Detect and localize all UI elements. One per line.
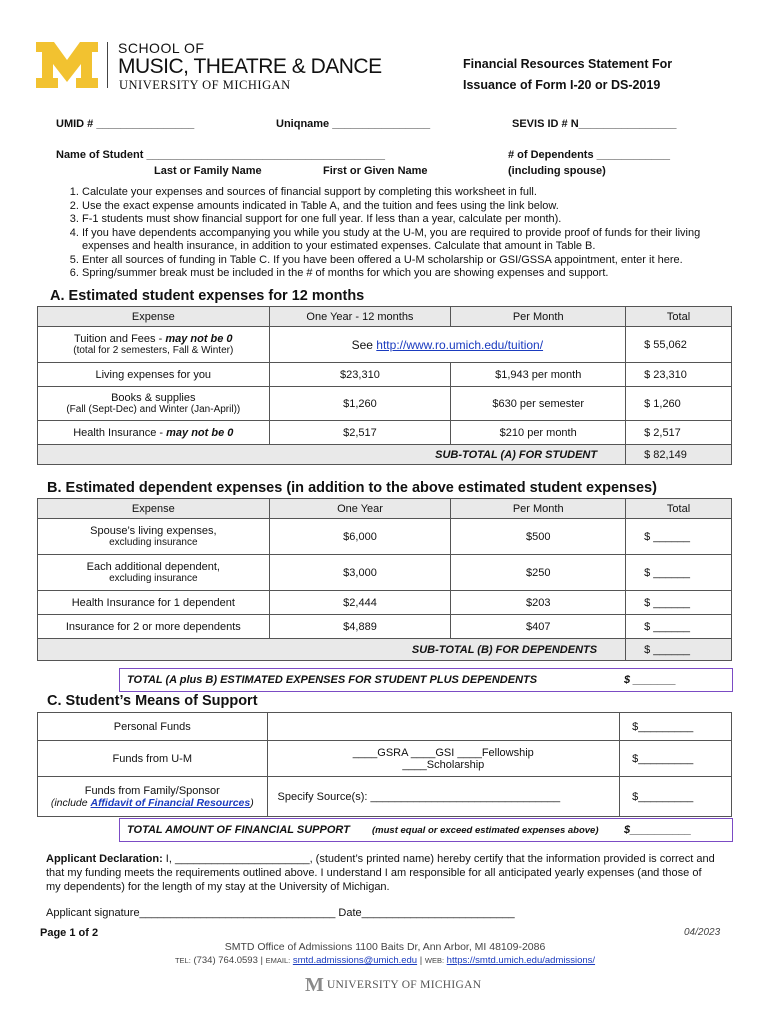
- dependent-sub: excluding insurance: [109, 573, 198, 584]
- table-row: [38, 713, 732, 741]
- dependents-field[interactable]: # of Dependents ____________: [508, 149, 671, 161]
- dependent-year: $3,000: [269, 555, 451, 591]
- personal-funds-label: Personal Funds: [38, 713, 268, 741]
- total-ab-value[interactable]: $ _______: [624, 674, 676, 686]
- col-per-month: Per Month: [451, 499, 626, 519]
- health-1-month: $203: [451, 591, 626, 615]
- affidavit-link[interactable]: Affidavit of Financial Resources: [90, 796, 251, 809]
- health-1-total[interactable]: $ ______: [626, 591, 732, 615]
- subtotal-a-value: $ 82,149: [626, 445, 732, 465]
- student-name-field[interactable]: Name of Student _______________________________________: [56, 149, 386, 161]
- tuition-note: may not be 0: [165, 333, 233, 345]
- col-one-year: One Year: [269, 499, 451, 519]
- specify-source-field[interactable]: Specify Source(s): _______________________________: [267, 777, 620, 817]
- dependent-month: $250: [451, 555, 626, 591]
- footer-block-m: M: [305, 974, 324, 996]
- logo-divider: [107, 42, 108, 88]
- declaration-text: I, ______________________, (student’s printed name) hereby certify that the information provided is correct and that my funding meets the requirements outlined above. I understand I am responsible for all anticipated yearly expenses (and those of my dependents) for the length of my stay at the University of Michigan.: [46, 853, 715, 893]
- instruction-item: 5. Enter all sources of funding in Table C. If you have been offered a U-M scholarship or GSI/GSSA appointment, enter it here.: [82, 254, 720, 268]
- contact-line: [0, 955, 770, 966]
- tel-value: (734) 764.0593: [193, 955, 258, 966]
- table-row: [38, 741, 732, 777]
- table-row: [38, 387, 732, 421]
- table-a: [37, 306, 732, 465]
- living-year: $23,310: [269, 363, 451, 387]
- table-row: [38, 615, 732, 639]
- health-year: $2,517: [269, 421, 451, 445]
- spouse-label: Spouse’s living expenses,: [90, 525, 217, 537]
- form-title-line1: Financial Resources Statement For: [463, 57, 673, 71]
- instruction-item: 6. Spring/summer break must be included in the # of months for which you are showing expenses and support.: [82, 267, 720, 281]
- table-row: [38, 327, 732, 363]
- footer-university-name: UNIVERSITY OF MICHIGAN: [326, 979, 482, 991]
- table-row: [38, 777, 732, 817]
- health-label: Health Insurance -: [73, 426, 167, 439]
- family-note-post: ): [250, 796, 254, 809]
- spouse-sub: excluding insurance: [109, 537, 198, 548]
- family-funds-label: Funds from Family/Sponsor: [84, 784, 220, 797]
- col-total: Total: [626, 499, 732, 519]
- form-title-line2: Issuance of Form I-20 or DS-2019: [463, 78, 661, 92]
- um-logo: [36, 42, 98, 88]
- spouse-total[interactable]: $ ______: [626, 519, 732, 555]
- tel-label: TEL:: [174, 956, 191, 965]
- books-year: $1,260: [269, 387, 451, 421]
- table-a-title: A. Estimated student expenses for 12 months: [50, 288, 365, 304]
- instruction-item: 4. If you have dependents accompanying you while you study at the U-M, you are required to provide proof of funds for their living expenses and health insurance, in addition to your estimated expenses. Calculate that amount in Table B.: [82, 227, 720, 254]
- um-funding-options[interactable]: ____GSRA ____GSI ____Fellowship: [352, 746, 534, 759]
- subtotal-a-label: SUB-TOTAL (A) FOR STUDENT: [38, 445, 626, 465]
- email-label: EMAIL:: [265, 956, 291, 965]
- total-support-box: [119, 818, 733, 842]
- health-month: $210 per month: [451, 421, 626, 445]
- health-2-total[interactable]: $ ______: [626, 615, 732, 639]
- declaration-label: Applicant Declaration:: [46, 853, 163, 865]
- revision-date: 04/2023: [684, 927, 721, 938]
- web-label: WEB:: [424, 956, 445, 965]
- school-of: SCHOOL OF: [118, 40, 205, 56]
- total-ab-label: TOTAL (A plus B) ESTIMATED EXPENSES FOR STUDENT PLUS DEPENDENTS: [127, 674, 538, 686]
- instruction-item: 1. Calculate your expenses and sources of financial support by completing this worksheet in full.: [82, 186, 720, 200]
- school-name: MUSIC, THEATRE & DANCE: [118, 55, 382, 78]
- health-1-year: $2,444: [269, 591, 451, 615]
- dependent-label: Each additional dependent,: [86, 561, 220, 573]
- family-funds-total[interactable]: $_________: [620, 777, 732, 817]
- living-label: Living expenses for you: [38, 363, 270, 387]
- office-address: SMTD Office of Admissions 1100 Baits Dr, Ann Arbor, MI 48109-2086: [224, 941, 546, 953]
- books-label: Books & supplies: [111, 392, 196, 404]
- table-c-title: C. Student’s Means of Support: [47, 693, 258, 709]
- uniqname-field[interactable]: Uniqname ________________: [276, 118, 431, 130]
- contact-sep: |: [419, 955, 425, 966]
- um-scholarship-option[interactable]: ____Scholarship: [402, 758, 485, 771]
- table-row: [38, 421, 732, 445]
- contact-sep: |: [260, 955, 266, 966]
- total-support-value[interactable]: $__________: [624, 824, 692, 836]
- dependents-caption: (including spouse): [508, 165, 606, 177]
- health-2-year: $4,889: [269, 615, 451, 639]
- footer-logo: [305, 976, 481, 994]
- web-link[interactable]: https://smtd.umich.edu/admissions/: [446, 955, 596, 966]
- books-month: $630 per semester: [451, 387, 626, 421]
- table-b-title: B. Estimated dependent expenses (in addition to the above estimated student expenses): [47, 480, 657, 496]
- col-expense: Expense: [38, 307, 270, 327]
- subtotal-b-label: SUB-TOTAL (B) FOR DEPENDENTS: [38, 639, 626, 661]
- table-row: [38, 555, 732, 591]
- health-2-label: Insurance for 2 or more dependents: [38, 615, 270, 639]
- table-row: [38, 591, 732, 615]
- subtotal-b-value[interactable]: $ ______: [626, 639, 732, 661]
- total-ab-box: [119, 668, 733, 692]
- um-funds-total[interactable]: $_________: [620, 741, 732, 777]
- books-sub: (Fall (Sept-Dec) and Winter (Jan-April)): [66, 404, 241, 415]
- table-row: [38, 519, 732, 555]
- instruction-item: 2. Use the exact expense amounts indicated in Table A, and the tuition and fees using the link below.: [82, 200, 720, 214]
- university-name: UNIVERSITY OF MICHIGAN: [119, 78, 291, 92]
- books-total: $ 1,260: [626, 387, 732, 421]
- spouse-year: $6,000: [269, 519, 451, 555]
- health-total: $ 2,517: [626, 421, 732, 445]
- table-b: [37, 498, 732, 661]
- tuition-see: See: [351, 337, 377, 352]
- living-total: $ 23,310: [626, 363, 732, 387]
- tuition-sub: (total for 2 semesters, Fall & Winter): [73, 345, 234, 356]
- first-name-caption: First or Given Name: [323, 165, 428, 177]
- col-one-year: One Year - 12 months: [269, 307, 451, 327]
- umid-field[interactable]: UMID # ________________: [56, 118, 195, 130]
- table-row: [38, 363, 732, 387]
- tuition-label: Tuition and Fees -: [74, 333, 166, 345]
- personal-funds-total[interactable]: $_________: [620, 713, 732, 741]
- total-support-label: TOTAL AMOUNT OF FINANCIAL SUPPORT: [127, 824, 350, 836]
- dependent-total[interactable]: $ ______: [626, 555, 732, 591]
- sevis-field[interactable]: SEVIS ID # N________________: [512, 118, 677, 130]
- family-note-pre: (include: [50, 796, 91, 809]
- total-support-note: (must equal or exceed estimated expenses above): [372, 825, 599, 836]
- page-number: Page 1 of 2: [40, 927, 99, 939]
- col-per-month: Per Month: [451, 307, 626, 327]
- health-2-month: $407: [451, 615, 626, 639]
- tuition-total: $ 55,062: [644, 338, 687, 351]
- applicant-declaration: [46, 852, 718, 894]
- health-1-label: Health Insurance for 1 dependent: [38, 591, 270, 615]
- tuition-link[interactable]: http://www.ro.umich.edu/tuition/: [376, 337, 544, 352]
- health-note: may not be 0: [166, 426, 234, 439]
- um-funds-label: Funds from U-M: [38, 741, 268, 777]
- last-name-caption: Last or Family Name: [154, 165, 262, 177]
- email-link[interactable]: smtd.admissions@umich.edu: [292, 955, 418, 966]
- signature-line[interactable]: Applicant signature________________________________ Date_________________________: [46, 907, 515, 919]
- instruction-item: 3. F-1 students must show financial support for one full year. If less than a year, calculate per month).: [82, 213, 720, 227]
- living-month: $1,943 per month: [451, 363, 626, 387]
- block-m-icon: [36, 42, 98, 88]
- col-total: Total: [626, 307, 732, 327]
- col-expense: Expense: [38, 499, 270, 519]
- instructions: [60, 186, 720, 281]
- table-c: [37, 712, 732, 817]
- spouse-month: $500: [451, 519, 626, 555]
